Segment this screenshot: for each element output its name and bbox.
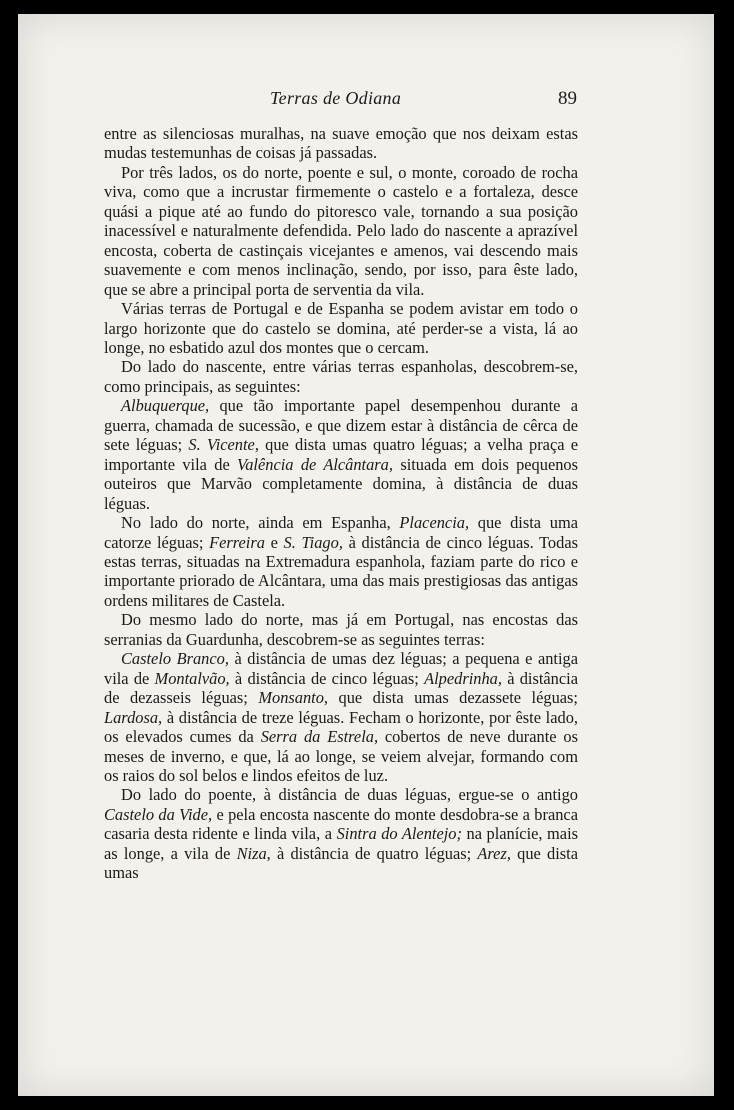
place-name: Castelo Branco, [121, 649, 229, 669]
place-name: Ferreira [209, 532, 265, 552]
paragraph [104, 299, 578, 357]
text-run: Por três lados, os do norte, poente e sul, o monte, coroado de rocha viva, como que a incrustar firmemente o castelo e a fortaleza, desce quási a pique até ao fundo do pitoresco vale, tornando a sua posição inacessível e naturalmente defendida. Pelo lado do nascente a aprazível encosta, coberta de castinçais vicejantes e amenos, vai descendo mais suavemente e com menos inclinação, sendo, por isso, para êste lado, que se abre a principal porta de serventia da vila. [104, 162, 578, 299]
place-name: Albuquerque, [121, 396, 210, 416]
text-run: à distância de treze léguas. Fecham o horizonte, por êste lado, os elevados cumes da [104, 707, 578, 747]
text-run: que tão importante papel desempenhou durante a guerra, chamada de sucessão, e que dizem estar à distância de cêrca de sete léguas; [104, 396, 578, 455]
place-name: Montalvão, [154, 668, 230, 688]
text-run: e [264, 532, 284, 552]
text-run: Do lado do nascente, entre várias terras espanholas, descobrem-se, como principais, as seguintes: [104, 357, 578, 396]
paragraph [104, 357, 578, 396]
text-run: Do mesmo lado do norte, mas já em Portugal, nas encostas das serranias da Guardunha, descobrem-se as seguintes terras: [104, 610, 578, 649]
place-name: Valência de Alcântara, [237, 454, 393, 474]
text-run: Do lado do poente, à distância de duas léguas, ergue-se o antigo [121, 785, 578, 805]
text-run: na planície, mais as longe, a vila de [104, 824, 579, 863]
paragraph [104, 396, 578, 513]
paragraph [104, 124, 578, 163]
text-run: e pela encosta nascente do monte desdobra-se a branca casaria desta ridente e linda vila, a [104, 804, 578, 844]
place-name: Serra da Estrela, [260, 727, 379, 747]
place-name: Sintra do Alentejo; [336, 824, 462, 844]
text-run: que dista umas quatro léguas; a velha praça e importante vila de [104, 435, 579, 474]
page-number: 89 [558, 88, 577, 109]
text-run: que dista umas dezassete léguas; [328, 688, 578, 708]
text-run: à distância de dezasseis léguas; [104, 668, 578, 708]
text-run: à distância de cinco léguas; [229, 668, 425, 688]
place-name: S. Vicente, [188, 435, 259, 455]
text-run: à distância de umas dez léguas; a pequena e antiga vila de [104, 649, 579, 688]
text-run: No lado do norte, ainda em Espanha, [121, 513, 400, 533]
text-run: à distância de cinco léguas. Todas estas terras, situadas na Extremadura espanhola, faziam parte do rico e importante priorado de Alcântara, uma das mais prestigiosas das antigas ordens militares de Castela. [104, 532, 578, 610]
text-run: à distância de quatro léguas; [270, 843, 478, 863]
paragraph [104, 649, 578, 785]
body-text [104, 124, 578, 883]
place-name: Arez, [477, 843, 511, 863]
place-name: Castelo da Vide, [104, 804, 213, 824]
place-name: Lardosa, [104, 707, 163, 727]
running-title: Terras de Odiana [270, 88, 402, 108]
text-run: Várias terras de Portugal e de Espanha se podem avistar em todo o largo horizonte que do castelo se domina, até perder-se a vista, lá ao longe, no esbatido azul dos montes que o cercam. [104, 299, 578, 357]
paragraph [104, 513, 578, 610]
text-run: que dista umas [104, 843, 578, 883]
text-run: entre as silenciosas muralhas, na suave emoção que nos deixam estas mudas testemunhas de coisas já passadas. [104, 124, 578, 163]
book-page [18, 14, 714, 1096]
text-run: situada em dois pequenos outeiros que Marvão completamente domina, à distância de duas léguas. [104, 454, 578, 513]
text-run: cobertos de neve durante os meses de inverno, e que, lá ao longe, se veiem alvejar, formando com os raios do sol belos e lindos efeitos de luz. [104, 727, 578, 785]
paragraph [104, 785, 578, 882]
page-header [18, 84, 714, 114]
place-name: S. Tiago, [283, 532, 343, 552]
place-name: Alpedrinha, [424, 668, 502, 688]
paragraph [104, 610, 578, 649]
text-run: que dista uma catorze léguas; [104, 513, 578, 552]
place-name: Niza, [236, 843, 271, 863]
place-name: Monsanto, [258, 688, 329, 708]
place-name: Placencia, [399, 513, 470, 533]
paragraph [104, 163, 578, 299]
